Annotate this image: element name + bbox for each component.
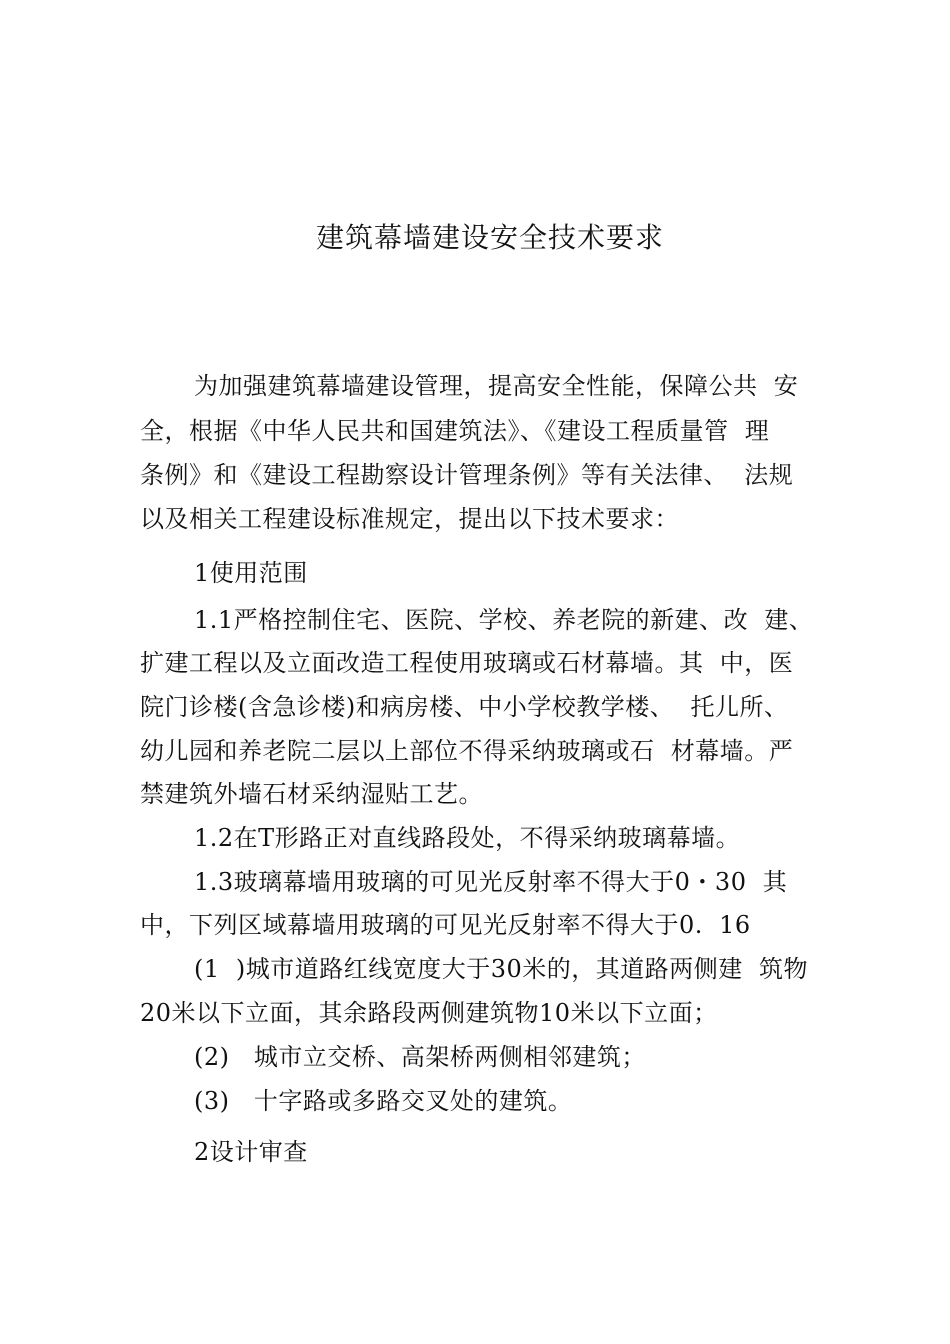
clause-1-3-line-2: 中，下列区域幕墙用玻璃的可见光反射率不得大于0. 16 [140,911,751,939]
intro-line-3: 条例》和《建设工程勘察设计管理条例》等有关法律、 法规 [140,461,794,489]
item-2: (2) 城市立交桥、高架桥两侧相邻建筑； [194,1043,646,1071]
item-1-line-1: (1 )城市道路红线宽度大于30米的，其道路两侧建 筑物 [194,955,809,983]
section-2-heading: 2设计审查 [194,1138,308,1166]
section-1-heading: 1使用范围 [194,559,308,587]
document-title: 建筑幕墙建设安全技术要求 [315,221,664,254]
clause-1-1-line-5: 禁建筑外墙石材采纳湿贴工艺。 [140,780,483,808]
item-3: (3) 十字路或多路交叉处的建筑。 [194,1087,573,1115]
intro-line-2: 全，根据《中华人民共和国建筑法》、《建设工程质量管 理 [140,417,770,445]
item-1-line-2: 20米以下立面，其余路段两侧建筑物10米以下立面； [140,999,718,1027]
clause-1-1-line-2: 扩建工程以及立面改造工程使用玻璃或石材幕墙。其 中，医 [140,649,794,677]
clause-1-1-line-1: 1.1严格控制住宅、医院、学校、养老院的新建、改 建、 [194,606,814,634]
clause-1-2: 1.2在T形路正对直线路段处，不得采纳玻璃幕墙。 [194,824,741,852]
intro-line-4: 以及相关工程建设标准规定，提出以下技术要求： [140,505,679,533]
intro-line-1: 为加强建筑幕墙建设管理，提高安全性能，保障公共 安 [194,372,799,400]
clause-1-3-line-1: 1.3玻璃幕墙用玻璃的可见光反射率不得大于0・30 其 [194,868,788,896]
clause-1-1-line-3: 院门诊楼(含急诊楼)和病房楼、中小学校教学楼、 托儿所、 [140,693,789,721]
clause-1-1-line-4: 幼儿园和养老院二层以上部位不得采纳玻璃或石 材幕墙。严 [140,737,794,765]
